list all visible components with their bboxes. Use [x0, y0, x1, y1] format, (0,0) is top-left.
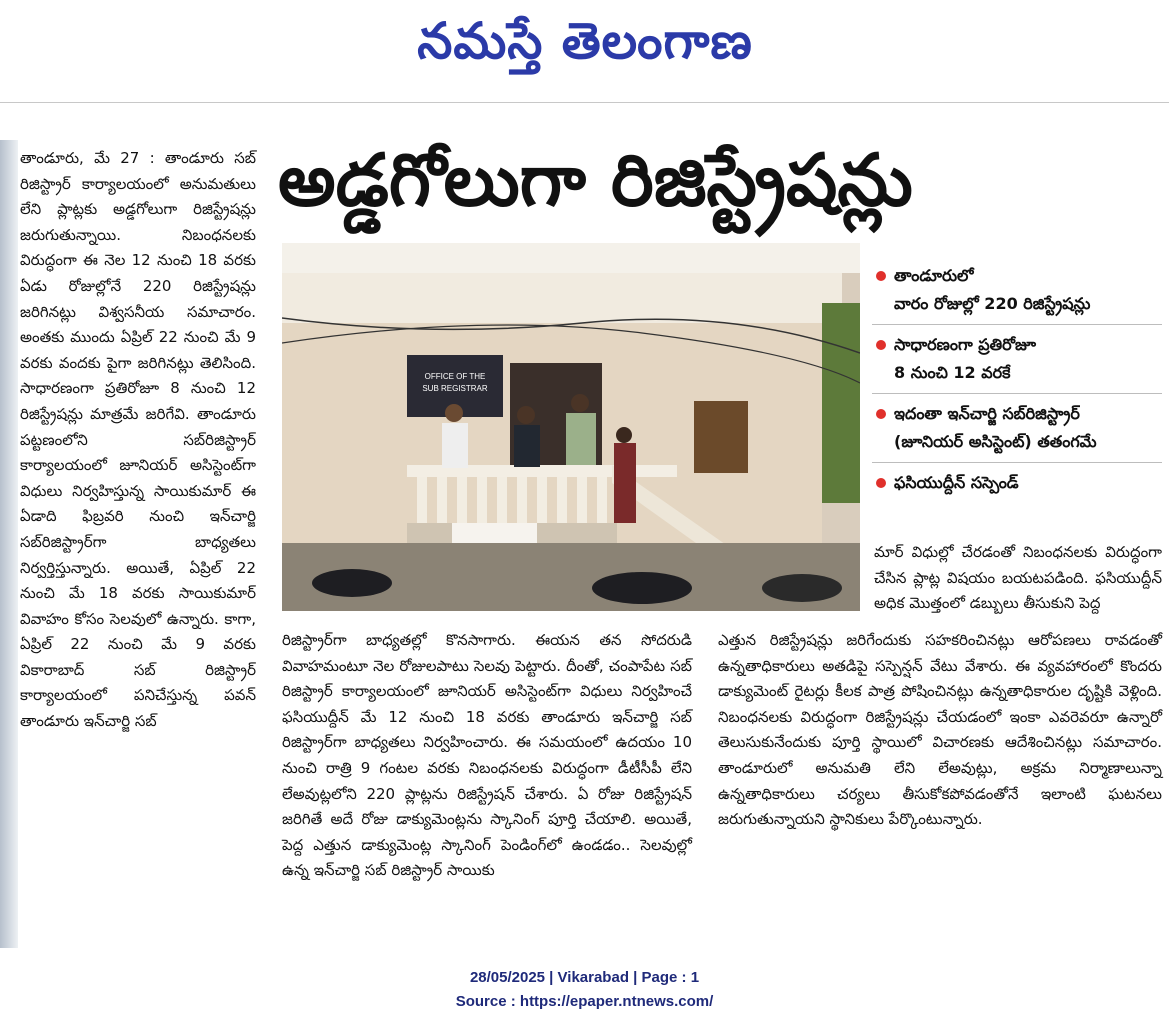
highlight-line: 8 నుంచి 12 వరకే [894, 363, 1011, 382]
highlight-line: ఇదంతా ఇన్‌చార్జి సబ్‌రిజిస్ట్రార్ [894, 404, 1080, 423]
page-edge-shadow [0, 140, 18, 948]
footer-edition-info: 28/05/2025 | Vikarabad | Page : 1 [469, 969, 700, 986]
highlight-item [872, 469, 1162, 497]
highlight-line: తాండూరులో [894, 266, 974, 285]
highlight-divider [872, 393, 1162, 394]
sign-text-1: OFFICE OF THE [424, 372, 486, 381]
highlight-line: సాధారణంగా ప్రతిరోజూ [894, 335, 1037, 354]
highlight-item [872, 400, 1162, 456]
article-text-right-top: మార్ విధుల్లో చేరడంతో నిబంధనలకు విరుద్ధంగా చేసిన ప్లాట్ల విషయం బయటపడింది. ఫసియుద్దీన్ అధిక మొత్తంలో డబ్బులు తీసుకుని పెద్ద [874, 543, 1162, 613]
bullet-dot-icon [876, 409, 886, 419]
masthead [0, 0, 1169, 100]
headline: అడ్డగోలుగా రిజిస్ట్రేషన్లు [278, 138, 913, 222]
article-photo [282, 243, 860, 611]
bullet-dot-icon [876, 478, 886, 488]
photo-illustration [282, 243, 860, 611]
highlight-line: వారం రోజుల్లో 220 రిజిస్ట్రేషన్లు [894, 294, 1091, 313]
article-text-left: తాండూరు, మే 27 : తాండూరు సబ్ రిజిస్ట్రార్ కార్యాలయంలో అనుమతులు లేని ప్లాట్లకు అడ్డగోలుగా రిజిస్ట్రేషన్లు జరుగుతున్నాయి. నిబంధనలకు విరుద్ధంగా ఈ నెల 12 నుంచి 18 వరకు ఏడు రోజుల్లోనే 220 రిజిస్ట్రేషన్లు జరిగినట్లు విశ్వసనీయ సమాచారం. అంతకు ముందు ఏప్రిల్ 22 నుంచి మే 9 వరకు వందకు పైగా జరిగినట్లు తెలిసింది. సాధారణంగా ప్రతిరోజూ 8 నుంచి 12 రిజిస్ట్రేషన్లు మాత్రమే జరిగేవి. తాండూరు పట్టణంలోని సబ్‌రిజిస్ట్రార్ కార్యాలయంలో జూనియర్ అసిస్టెంట్‌గా విధులు నిర్వహిస్తున్న సాయికుమార్ ఈ ఏడాది ఫిబ్రవరి నుంచి ఇన్‌చార్జి సబ్‌రిజిస్ట్రార్‌గా బాధ్యతలు నిర్వర్తిస్తున్నారు. అయితే, ఏప్రిల్ 22 నుంచి మే 18 వరకు సాయికుమార్ వివాహం కోసం సెలవులో ఉన్నారు. కాగా, ఏప్రిల్ 22 నుంచి మే 9 వరకు వికారాబాద్ సబ్ రిజిస్ట్రార్ కార్యాలయంలో పనిచేస్తున్న పవన్ తాండూరు ఇన్‌చార్జి సబ్ [20, 149, 256, 731]
masthead-divider [0, 102, 1169, 103]
bullet-dot-icon [876, 271, 886, 281]
newspaper-logo: నమస్తే తెలంగాణ [417, 11, 753, 70]
page-footer [0, 966, 1169, 1014]
highlight-item [872, 262, 1162, 318]
footer-source: Source : https://epaper.ntnews.com/ [455, 993, 714, 1010]
bullet-dot-icon [876, 340, 886, 350]
article-text-middle: రిజిస్ట్రార్‌గా బాధ్యతల్లో కొనసాగారు. ఈయన తన సోదరుడి వివాహమంటూ నెల రోజులపాటు సెలవు పెట్టారు. దీంతో, చంపాపేట సబ్ రిజిస్ట్రార్ కార్యాలయంలో జూనియర్ అసిస్టెంట్‌గా విధులు నిర్వహించే ఫసియుద్దీన్ మే 12 నుంచి 18 వరకు తాండూరు ఇన్‌చార్జి సబ్ రిజిస్ట్రార్‌గా బాధ్యతలు నిర్వహించారు. ఈ సమయంలో ఉదయం 10 నుంచి రాత్రి 9 గంటల వరకు నిబంధనలకు విరుద్ధంగా డీటీసీపీ లేని లేఅవుట్లలోని 220 ప్లాట్లను రిజిస్ట్రేషన్ చేశారు. ఏ రోజు రిజిస్ట్రేషన్ జరిగితే అదే రోజు డాక్యుమెంట్లను స్కానింగ్ పూర్తి చేయాలి. అయితే, పెద్ద ఎత్తున డాక్యుమెంట్ల స్కానింగ్ పెండింగ్‌లో ఉండడం.. సెలవుల్లో ఉన్న ఇన్‌చార్జి సబ్ రిజిస్ట్రార్ సాయికు [282, 631, 692, 880]
article-column-middle [282, 628, 692, 884]
article-text-right: ఎత్తున రిజిస్ట్రేషన్లు జరిగేందుకు సహకరించినట్లు ఆరోపణలు రావడంతో ఉన్నతాధికారులు అతడిపై సస్పెన్షన్ వేటు వేశారు. ఈ వ్యవహారంలో కొందరు డాక్యుమెంట్ రైటర్లు కీలక పాత్ర పోషించినట్లు ఉన్నతాధికారుల దృష్టికి వెళ్లింది. నిబంధనలకు విరుద్ధంగా రిజిస్ట్రేషన్లు చేయడంలో ఇంకా ఎవరెవరూ ఉన్నారో తెలుసుకునేందుకు పూర్తి స్థాయిలో విచారణకు ఆదేశించినట్లు సమాచారం. తాండూరులో అనుమతి లేని లేఅవుట్లు, అక్రమ నిర్మాణాలున్నా ఉన్నతాధికారులు చర్యలు తీసుకోకపోవడంతోనే ఇలాంటి ఘటనలు జరుగుతున్నాయని స్థానికులు పేర్కొంటున్నారు. [718, 631, 1162, 829]
highlight-line: (జూనియర్ అసిస్టెంట్) తతంగమే [894, 432, 1097, 451]
article-column-right [718, 628, 1162, 833]
highlight-divider [872, 324, 1162, 325]
highlight-item [872, 331, 1162, 387]
article-column-right-top [874, 540, 1162, 617]
highlight-line: ఫసియుద్దీన్ సస్పెండ్ [894, 473, 1019, 492]
highlight-divider [872, 462, 1162, 463]
sign-text-2: SUB REGISTRAR [422, 384, 488, 393]
article-column-left [20, 146, 256, 735]
highlights-box [872, 262, 1162, 503]
